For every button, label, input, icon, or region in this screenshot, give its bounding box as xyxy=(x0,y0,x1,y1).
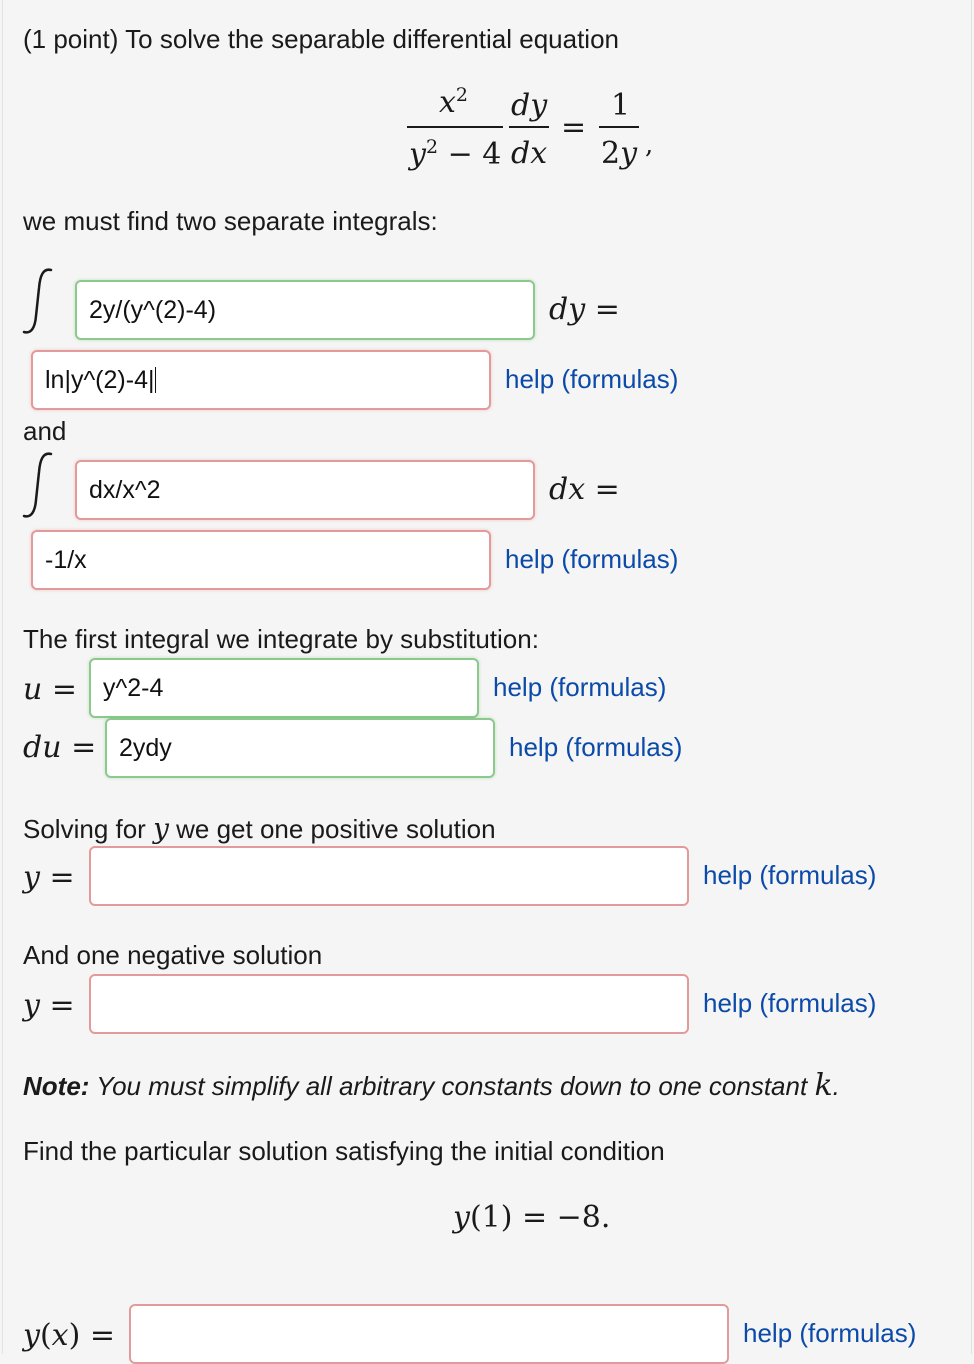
integrand-1-input[interactable]: 2y/(y^(2)-4) xyxy=(75,280,535,340)
dy-equals-label: dy = xyxy=(549,292,620,327)
help-formulas-link[interactable]: help (formulas) xyxy=(703,860,877,890)
substitution-intro-text: The first integral we integrate by substitution: xyxy=(23,624,539,654)
eq-denominator-right: 2y xyxy=(601,136,638,171)
negative-solution-text: And one negative solution xyxy=(23,940,323,970)
integral-sign-icon xyxy=(21,266,61,336)
eq-denominator-left: $y^2 - 4$ xyxy=(409,136,502,172)
help-formulas-link[interactable]: help (formulas) xyxy=(703,988,877,1018)
yx-label: y(x) = xyxy=(23,1318,115,1353)
help-formulas-link[interactable]: help (formulas) xyxy=(509,732,683,762)
integral-sign-icon xyxy=(21,450,61,520)
problem-intro: (1 point) To solve the separable differential equation xyxy=(23,24,619,54)
help-formulas-link[interactable]: help (formulas) xyxy=(505,544,679,574)
positive-solution-text: Solving for y we get one positive solution xyxy=(23,812,496,845)
particular-solution-text: Find the particular solution satisfying the initial condition xyxy=(23,1136,665,1166)
dx-equals-label: dx = xyxy=(549,472,620,507)
y-negative-label: y = xyxy=(23,988,75,1023)
y-positive-label: y = xyxy=(23,860,75,895)
eq-equals: = xyxy=(561,110,587,145)
eq-fraction-bar-right xyxy=(599,126,639,128)
help-formulas-link[interactable]: help (formulas) xyxy=(493,672,667,702)
and-label: and xyxy=(23,416,67,446)
du-label: du = xyxy=(23,730,97,765)
eq-dy: dy xyxy=(511,88,548,123)
eq-dx: dx xyxy=(511,136,548,171)
help-formulas-link[interactable]: help (formulas) xyxy=(505,364,679,394)
problem-panel xyxy=(2,0,972,1354)
integral-2-result-input[interactable]: -1/x xyxy=(31,530,491,590)
u-substitution-input[interactable]: y^2-4 xyxy=(89,658,479,718)
du-input[interactable]: 2ydy xyxy=(105,718,495,778)
initial-condition: y(1) = −8. xyxy=(453,1200,611,1235)
u-label: u = xyxy=(23,672,78,707)
eq-numerator-left: $x^2$ xyxy=(439,84,469,120)
integral-1-result-input[interactable]: ln|y^(2)-4| xyxy=(31,350,491,410)
eq-fraction-bar-left xyxy=(407,126,503,128)
integrand-2-input[interactable]: dx/x^2 xyxy=(75,460,535,520)
positive-solution-input[interactable] xyxy=(89,846,689,906)
negative-solution-input[interactable] xyxy=(89,974,689,1034)
eq-comma: , xyxy=(645,130,654,160)
eq-fraction-bar-middle xyxy=(509,126,549,128)
differential-equation xyxy=(403,84,663,180)
note-text: Note: You must simplify all arbitrary constants down to one constant k. xyxy=(23,1068,840,1103)
find-two-integrals-text: we must find two separate integrals: xyxy=(23,206,438,236)
particular-solution-input[interactable] xyxy=(129,1304,729,1364)
eq-numerator-right: 1 xyxy=(611,88,631,123)
text-cursor xyxy=(155,367,156,393)
help-formulas-link[interactable]: help (formulas) xyxy=(743,1318,917,1348)
